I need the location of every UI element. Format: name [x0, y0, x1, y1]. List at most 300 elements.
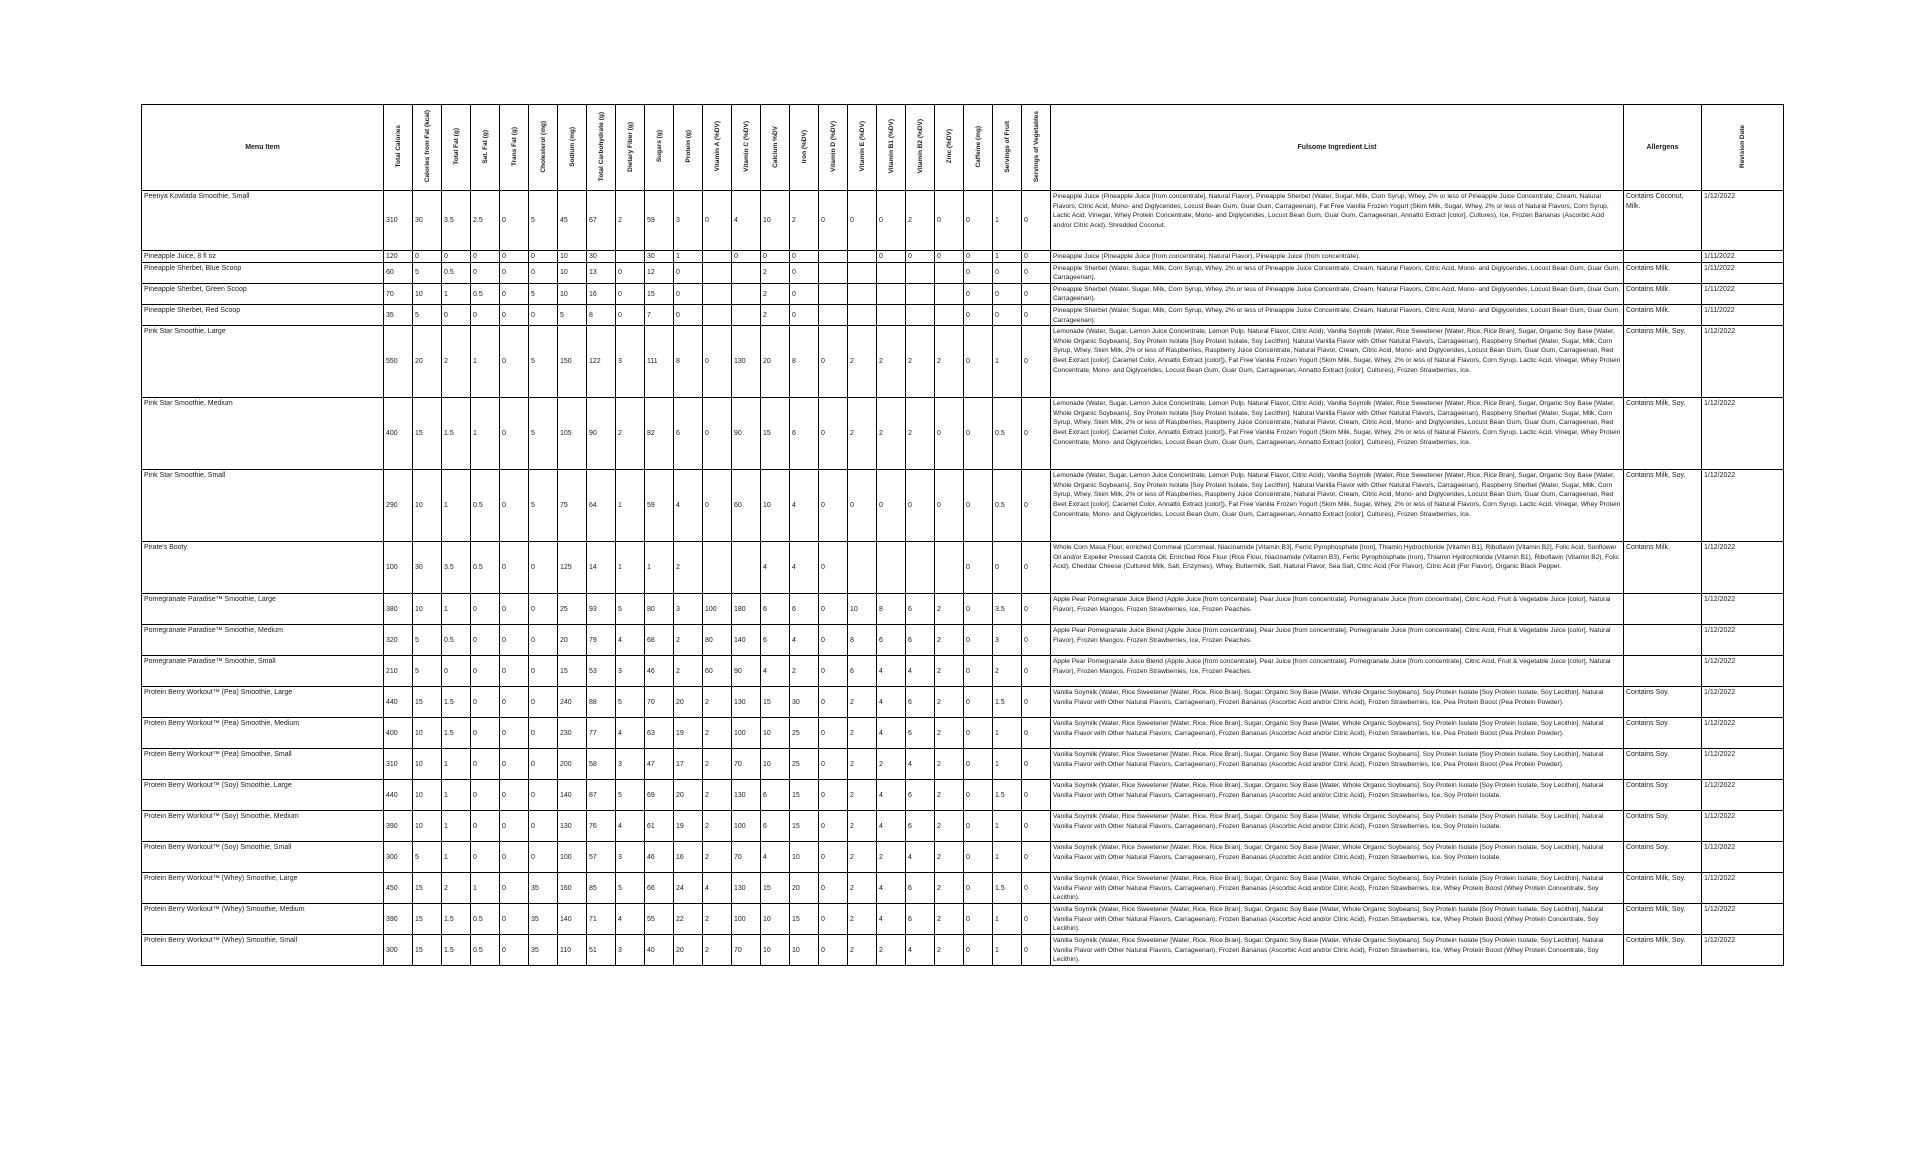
column-header-label: Calcium %DV	[771, 125, 779, 168]
nutrient-value-cell: 110	[558, 935, 587, 966]
allergens-cell: Contains Milk, Soy.	[1624, 398, 1702, 470]
column-header	[848, 105, 877, 191]
nutrient-value-cell: 6	[761, 811, 790, 842]
nutrient-value-cell: 0.5	[993, 470, 1022, 542]
nutrient-value-cell: 0	[529, 687, 558, 718]
ingredient-list-cell: Pineapple Juice (Pineapple Juice [from concentrate], Natural Flavor), Pineapple Juice (from concentrate).	[1051, 251, 1624, 263]
nutrient-value-cell: 1.5	[442, 687, 471, 718]
nutrient-value-cell: 35	[529, 904, 558, 935]
nutrient-value-cell: 10	[558, 251, 587, 263]
ingredient-list-cell: Apple Pear Pomegranate Juice Blend (Apple Juice [from concentrate], Pear Juice [from concentrate], Pomegranate Juice [from concentrate], Citric Acid, Fruit & Vegetable Juice [color], Natural Flavor), Frozen Mangos, Frozen Strawberries, Ice, Frozen Peaches.	[1051, 625, 1624, 656]
nutrient-value-cell: 0	[500, 842, 529, 873]
column-header	[993, 105, 1022, 191]
allergens-cell: Contains Milk.	[1624, 542, 1702, 594]
menu-item-cell: Protein Berry Workout™ (Whey) Smoothie, Medium	[142, 904, 384, 935]
nutrient-value-cell: 0.5	[471, 283, 500, 304]
nutrient-value-cell: 0	[1022, 470, 1051, 542]
nutrient-value-cell: 0	[442, 656, 471, 687]
nutrient-value-cell: 1.5	[993, 780, 1022, 811]
allergens-cell: Contains Soy.	[1624, 687, 1702, 718]
nutrient-value-cell: 4	[790, 625, 819, 656]
table-row	[142, 656, 1784, 687]
nutrient-value-cell: 0	[964, 326, 993, 398]
nutrient-value-cell: 2	[935, 780, 964, 811]
nutrient-value-cell	[848, 251, 877, 263]
nutrient-value-cell: 2	[848, 811, 877, 842]
nutrient-value-cell: 4	[877, 718, 906, 749]
nutrient-value-cell: 4	[790, 542, 819, 594]
nutrient-value-cell	[935, 283, 964, 304]
nutrient-value-cell: 0	[819, 470, 848, 542]
nutrient-value-cell: 1	[993, 935, 1022, 966]
nutrient-value-cell: 0	[413, 251, 442, 263]
column-header-label: Calories from Fat (kcal)	[423, 110, 431, 183]
nutrient-value-cell: 6	[761, 780, 790, 811]
nutrient-value-cell	[703, 283, 732, 304]
nutrient-value-cell: 15	[413, 398, 442, 470]
nutrient-value-cell: 16	[587, 283, 616, 304]
column-header-label: Vitamin C (%DV)	[742, 121, 750, 172]
nutrient-value-cell: 15	[790, 904, 819, 935]
allergens-cell	[1624, 251, 1702, 263]
nutrient-value-cell: 80	[645, 594, 674, 625]
nutrient-value-cell: 0	[819, 687, 848, 718]
ingredient-list-cell: Vanilla Soymilk (Water, Rice Sweetener [Water, Rice, Rice Bran], Sugar, Organic Soy Base [Water, Whole Organic Soybeans], Soy Protein Isolate [Soy Protein Isolate, Soy Lecithin], Natural Vanilla Flavor with Other Natural Flavors, Carrageenan), Frozen Bananas (Ascorbic Acid and/or Citric Acid), Frozen Strawberries, Ice, Pea Protein Boost (Pea Protein Powder).	[1051, 749, 1624, 780]
column-header	[964, 105, 993, 191]
nutrient-value-cell: 0	[1022, 687, 1051, 718]
nutrient-value-cell: 2	[935, 873, 964, 904]
nutrient-value-cell: 10	[413, 780, 442, 811]
nutrient-value-cell: 240	[558, 687, 587, 718]
nutrient-value-cell: 90	[732, 656, 761, 687]
nutrient-value-cell: 1	[993, 811, 1022, 842]
nutrient-value-cell	[935, 542, 964, 594]
nutrient-value-cell: 0	[500, 780, 529, 811]
nutrient-value-cell: 0	[500, 935, 529, 966]
nutrient-value-cell: 2	[935, 687, 964, 718]
column-header-label: Total Calories	[394, 125, 402, 168]
column-header	[1022, 105, 1051, 191]
nutrition-sheet	[141, 104, 1783, 966]
nutrient-value-cell: 67	[587, 191, 616, 251]
nutrient-value-cell: 1	[442, 842, 471, 873]
nutrient-value-cell: 0	[993, 542, 1022, 594]
nutrient-value-cell: 0	[964, 935, 993, 966]
nutrient-value-cell: 1	[442, 780, 471, 811]
nutrient-value-cell: 0	[529, 262, 558, 283]
nutrient-value-cell: 0	[819, 780, 848, 811]
nutrient-value-cell: 0	[790, 262, 819, 283]
ingredient-list-cell: Vanilla Soymilk (Water, Rice Sweetener [Water, Rice, Rice Bran], Sugar, Organic Soy Base [Water, Whole Organic Soybeans], Soy Protein Isolate [Soy Protein Isolate, Soy Lecithin], Natural Vanilla Flavor with Other Natural Flavors, Carrageenan), Frozen Bananas (Ascorbic Acid and/or Citric Acid), Frozen Strawberries, Ice, Soy Protein Isolate.	[1051, 842, 1624, 873]
nutrient-value-cell: 20	[674, 780, 703, 811]
table-row	[142, 304, 1784, 325]
table-row	[142, 780, 1784, 811]
nutrient-value-cell: 310	[384, 749, 413, 780]
nutrient-value-cell: 0	[1022, 842, 1051, 873]
nutrient-value-cell: 0	[1022, 935, 1051, 966]
nutrient-value-cell: 0	[500, 326, 529, 398]
ingredient-list-cell: Pineapple Juice (Pineapple Juice [from concentrate], Natural Flavor), Pineapple Sherbet (Water, Sugar, Milk, Corn Syrup, Whey, 2% or less of Pineapple Juice Concentrate, Cream, Natural Flavors, Citric Acid, Mono- and Diglycerides, Locust Bean Gum, Guar Gum, Carrageenan), Fat Free Vanilla Frozen Yogurt (Skim Milk, Sugar, Whey, 2% or less of Natural Flavors, Corn Syrup, Lactic Acid, Vinegar, Whey Protein Concentrate, Mono- and Diglycerides, Locust Bean Gum, Guar Gum, Carrageenan, Annatto Extract [color], Cultures), Ice, Frozen Bananas (Ascorbic Acid and/or Citric Acid), Shredded Coconut.	[1051, 191, 1624, 251]
nutrient-value-cell: 70	[732, 749, 761, 780]
revision-date-cell: 1/12/2022	[1702, 749, 1784, 780]
nutrient-value-cell: 105	[558, 398, 587, 470]
column-header-label: Trans Fat (g)	[510, 126, 518, 166]
nutrient-value-cell: 2	[790, 656, 819, 687]
nutrient-value-cell: 6	[906, 625, 935, 656]
nutrient-value-cell	[703, 251, 732, 263]
nutrient-value-cell: 3	[674, 191, 703, 251]
nutrient-value-cell: 0	[471, 718, 500, 749]
nutrient-value-cell: 0	[674, 283, 703, 304]
nutrient-value-cell: 0	[964, 656, 993, 687]
nutrient-value-cell: 0	[471, 594, 500, 625]
nutrient-value-cell: 6	[877, 625, 906, 656]
nutrient-value-cell: 6	[906, 873, 935, 904]
nutrient-value-cell: 122	[587, 326, 616, 398]
column-header-label: Menu Item	[245, 144, 280, 151]
nutrient-value-cell: 0	[819, 625, 848, 656]
allergens-cell: Contains Milk, Soy.	[1624, 904, 1702, 935]
nutrient-value-cell: 2	[674, 542, 703, 594]
nutrient-value-cell: 0	[819, 935, 848, 966]
nutrient-value-cell: 2	[848, 398, 877, 470]
ingredient-list-cell: Vanilla Soymilk (Water, Rice Sweetener [Water, Rice, Rice Bran], Sugar, Organic Soy Base [Water, Whole Organic Soybeans], Soy Protein Isolate [Soy Protein Isolate, Soy Lecithin], Natural Vanilla Flavor with Other Natural Flavors, Carrageenan), Frozen Bananas (Ascorbic Acid and/or Citric Acid), Frozen Strawberries, Ice, Whey Protein Boost (Whey Protein Concentrate, Soy Lecithin).	[1051, 904, 1624, 935]
table-row	[142, 625, 1784, 656]
column-header	[877, 105, 906, 191]
nutrient-value-cell: 0	[964, 780, 993, 811]
nutrient-value-cell: 30	[645, 251, 674, 263]
revision-date-cell: 1/12/2022	[1702, 687, 1784, 718]
nutrient-value-cell: 88	[587, 687, 616, 718]
nutrient-value-cell: 0	[500, 873, 529, 904]
nutrient-value-cell: 440	[384, 780, 413, 811]
nutrient-value-cell: 0	[877, 251, 906, 263]
nutrient-value-cell: 100	[732, 904, 761, 935]
nutrient-value-cell	[703, 304, 732, 325]
column-header-label: Vitamin B1 (%DV)	[887, 119, 895, 174]
nutrient-value-cell: 2	[935, 811, 964, 842]
nutrient-value-cell	[616, 251, 645, 263]
nutrient-value-cell: 10	[413, 718, 442, 749]
nutrient-value-cell: 0	[529, 304, 558, 325]
nutrient-value-cell: 0	[819, 398, 848, 470]
nutrient-value-cell: 0	[964, 873, 993, 904]
nutrient-value-cell: 70	[645, 687, 674, 718]
nutrient-value-cell: 63	[645, 718, 674, 749]
nutrient-value-cell: 4	[877, 873, 906, 904]
nutrient-value-cell: 0	[964, 904, 993, 935]
nutrient-value-cell: 0	[500, 749, 529, 780]
nutrient-value-cell: 1	[993, 904, 1022, 935]
nutrient-value-cell: 2	[703, 687, 732, 718]
ingredient-list-cell: Lemonade (Water, Sugar, Lemon Juice Concentrate, Lemon Pulp, Natural Flavor, Citric Acid), Vanilla Soymilk (Water, Rice Sweetener [Water, Rice, Rice Bran], Sugar, Organic Soy Base [Water, Whole Organic Soybeans], Soy Protein Isolate [Soy Protein Isolate, Soy Lecithin], Natural Vanilla Flavor with Other Natural Flavors, Carrageenan), Raspberry Sherbet (Water, Sugar, Milk, Corn Syrup, Whey, Skim Milk, 2% or less of Raspberries, Raspberry Juice Concentrate, Natural Flavor, Cream, Citric Acid, Mono- and Diglycerides, Locust Bean Gum, Guar Gum, Carrageenan, Red Beet Extract [color], Caramel Color, Annatto Extract [color]), Fat Free Vanilla Frozen Yogurt (Skim Milk, Sugar, Whey, 2% or less of Natural Flavors, Corn Syrup, Lactic Acid, Vinegar, Whey Protein Concentrate, Mono- and Diglycerides, Locust Bean Gum, Guar Gum, Carrageenan, Annatto Extract [color], Cultures), Frozen Strawberries, Ice.	[1051, 398, 1624, 470]
nutrient-value-cell: 0.5	[993, 398, 1022, 470]
menu-item-cell: Protein Berry Workout™ (Pea) Smoothie, Large	[142, 687, 384, 718]
nutrient-value-cell: 0	[819, 842, 848, 873]
nutrient-value-cell	[732, 262, 761, 283]
nutrient-value-cell: 2	[703, 842, 732, 873]
nutrient-value-cell: 1.5	[442, 398, 471, 470]
nutrient-value-cell: 20	[413, 326, 442, 398]
table-row	[142, 811, 1784, 842]
column-header	[906, 105, 935, 191]
nutrient-value-cell: 2	[935, 842, 964, 873]
nutrient-value-cell: 2	[616, 398, 645, 470]
ingredient-list-cell: Pineapple Sherbet (Water, Sugar, Milk, Corn Syrup, Whey, 2% or less of Pineapple Juice Concentrate, Cream, Natural Flavors, Citric Acid, Mono- and Diglycerides, Locust Bean Gum, Guar Gum, Carrageenan).	[1051, 283, 1624, 304]
nutrient-value-cell: 4	[790, 470, 819, 542]
nutrient-value-cell: 58	[587, 749, 616, 780]
nutrient-value-cell: 6	[906, 687, 935, 718]
nutrient-value-cell: 90	[587, 398, 616, 470]
nutrient-value-cell: 4	[906, 749, 935, 780]
ingredient-list-cell: Apple Pear Pomegranate Juice Blend (Apple Juice [from concentrate], Pear Juice [from concentrate], Pomegranate Juice [from concentrate], Citric Acid, Fruit & Vegetable Juice [color], Natural Flavor), Frozen Mangos, Frozen Strawberries, Ice, Frozen Peaches.	[1051, 594, 1624, 625]
nutrient-value-cell: 10	[790, 842, 819, 873]
nutrient-value-cell: 0	[848, 191, 877, 251]
nutrient-value-cell: 10	[413, 749, 442, 780]
nutrient-value-cell: 0	[993, 304, 1022, 325]
nutrient-value-cell: 1	[471, 326, 500, 398]
nutrient-value-cell: 550	[384, 326, 413, 398]
nutrient-value-cell: 1.5	[442, 718, 471, 749]
column-header-label: Iron (%DV)	[800, 129, 808, 164]
nutrient-value-cell: 0	[500, 191, 529, 251]
nutrient-value-cell: 2	[442, 873, 471, 904]
nutrient-value-cell: 0	[964, 811, 993, 842]
nutrient-value-cell: 14	[587, 542, 616, 594]
menu-item-cell: Protein Berry Workout™ (Whey) Smoothie, Large	[142, 873, 384, 904]
nutrient-value-cell: 0	[471, 687, 500, 718]
nutrient-value-cell: 0	[471, 811, 500, 842]
nutrient-value-cell	[819, 251, 848, 263]
nutrient-value-cell: 59	[645, 470, 674, 542]
nutrient-value-cell: 3	[616, 749, 645, 780]
nutrient-value-cell: 19	[674, 718, 703, 749]
nutrient-value-cell: 2	[674, 625, 703, 656]
column-header	[471, 105, 500, 191]
nutrient-value-cell: 2	[935, 594, 964, 625]
nutrient-value-cell	[906, 542, 935, 594]
nutrient-value-cell: 0	[500, 625, 529, 656]
nutrient-value-cell	[877, 542, 906, 594]
column-header-label: Total Fat (g)	[452, 128, 460, 165]
nutrient-value-cell: 2	[877, 398, 906, 470]
nutrient-value-cell: 1	[442, 470, 471, 542]
table-row	[142, 904, 1784, 935]
nutrient-value-cell: 0	[529, 625, 558, 656]
nutrient-value-cell: 2	[761, 262, 790, 283]
nutrient-value-cell: 2	[935, 326, 964, 398]
nutrient-value-cell: 0	[819, 904, 848, 935]
nutrient-value-cell: 15	[558, 656, 587, 687]
nutrient-value-cell: 15	[413, 873, 442, 904]
allergens-cell: Contains Soy.	[1624, 780, 1702, 811]
nutrient-value-cell: 2	[703, 749, 732, 780]
nutrient-value-cell: 2	[703, 780, 732, 811]
revision-date-cell: 1/12/2022	[1702, 935, 1784, 966]
nutrient-value-cell: 30	[587, 251, 616, 263]
nutrient-value-cell: 160	[558, 873, 587, 904]
nutrient-value-cell: 1.5	[993, 873, 1022, 904]
nutrient-value-cell: 0	[819, 594, 848, 625]
nutrient-value-cell: 4	[732, 191, 761, 251]
nutrient-value-cell: 0	[500, 904, 529, 935]
nutrient-value-cell: 0	[1022, 326, 1051, 398]
menu-item-cell: Protein Berry Workout™ (Soy) Smoothie, Small	[142, 842, 384, 873]
nutrient-value-cell: 19	[674, 811, 703, 842]
nutrient-value-cell: 6	[906, 594, 935, 625]
nutrient-value-cell: 0	[964, 749, 993, 780]
nutrient-value-cell: 70	[732, 842, 761, 873]
column-header-label: Vitamin A (%DV)	[713, 121, 721, 172]
nutrient-value-cell: 53	[587, 656, 616, 687]
column-header	[413, 105, 442, 191]
table-body	[142, 191, 1784, 966]
nutrient-value-cell: 1	[993, 326, 1022, 398]
nutrient-value-cell: 0	[935, 191, 964, 251]
nutrient-value-cell: 0	[964, 262, 993, 283]
allergens-cell: Contains Milk, Soy.	[1624, 470, 1702, 542]
nutrient-value-cell: 6	[761, 594, 790, 625]
nutrient-value-cell: 0	[790, 304, 819, 325]
nutrient-value-cell: 0	[819, 191, 848, 251]
nutrient-value-cell: 150	[558, 326, 587, 398]
column-header-label: Zinc (%DV)	[945, 129, 953, 164]
nutrient-value-cell: 0	[616, 304, 645, 325]
nutrient-value-cell: 5	[413, 842, 442, 873]
nutrient-value-cell: 0.5	[471, 935, 500, 966]
nutrient-value-cell	[906, 304, 935, 325]
nutrient-value-cell: 82	[645, 398, 674, 470]
revision-date-cell: 1/12/2022	[1702, 904, 1784, 935]
nutrient-value-cell: 45	[558, 191, 587, 251]
nutrient-value-cell: 0	[964, 398, 993, 470]
nutrient-value-cell: 66	[645, 873, 674, 904]
menu-item-cell: Peenya Kowlada Smoothie, Small	[142, 191, 384, 251]
nutrient-value-cell: 4	[761, 542, 790, 594]
nutrient-value-cell: 0	[471, 304, 500, 325]
ingredient-list-cell: Vanilla Soymilk (Water, Rice Sweetener [Water, Rice, Rice Bran], Sugar, Organic Soy Base [Water, Whole Organic Soybeans], Soy Protein Isolate [Soy Protein Isolate, Soy Lecithin], Natural Vanilla Flavor with Other Natural Flavors, Carrageenan), Frozen Bananas (Ascorbic Acid and/or Citric Acid), Frozen Strawberries, Ice, Pea Protein Boost (Pea Protein Powder).	[1051, 718, 1624, 749]
nutrient-value-cell: 0	[848, 470, 877, 542]
menu-item-cell: Pirate's Booty	[142, 542, 384, 594]
revision-date-cell: 1/12/2022	[1702, 718, 1784, 749]
nutrient-value-cell: 4	[877, 780, 906, 811]
nutrient-value-cell: 2	[848, 749, 877, 780]
ingredient-list-cell: Vanilla Soymilk (Water, Rice Sweetener [Water, Rice, Rice Bran], Sugar, Organic Soy Base [Water, Whole Organic Soybeans], Soy Protein Isolate [Soy Protein Isolate, Soy Lecithin], Natural Vanilla Flavor with Other Natural Flavors, Carrageenan), Frozen Bananas (Ascorbic Acid and/or Citric Acid), Frozen Strawberries, Ice, Soy Protein Isolate.	[1051, 811, 1624, 842]
allergens-cell: Contains Soy.	[1624, 718, 1702, 749]
nutrient-value-cell: 1	[993, 191, 1022, 251]
ingredient-list-cell: Pineapple Sherbet (Water, Sugar, Milk, Corn Syrup, Whey, 2% or less of Pineapple Juice Concentrate, Cream, Natural Flavors, Citric Acid, Mono- and Diglycerides, Locust Bean Gum, Guar Gum, Carrageenan).	[1051, 262, 1624, 283]
nutrient-value-cell: 6	[906, 780, 935, 811]
nutrient-value-cell: 6	[906, 718, 935, 749]
allergens-cell	[1624, 594, 1702, 625]
nutrient-value-cell: 1	[442, 594, 471, 625]
allergens-cell: Contains Milk, Soy.	[1624, 935, 1702, 966]
nutrient-value-cell: 0	[964, 191, 993, 251]
column-header-label: Sodium (mg)	[568, 126, 576, 167]
nutrient-value-cell: 10	[413, 283, 442, 304]
nutrient-value-cell: 0	[964, 251, 993, 263]
nutrient-value-cell: 0	[1022, 262, 1051, 283]
nutrient-value-cell: 8	[877, 594, 906, 625]
nutrient-value-cell: 4	[616, 625, 645, 656]
nutrient-value-cell: 15	[645, 283, 674, 304]
ingredient-list-cell: Apple Pear Pomegranate Juice Blend (Apple Juice [from concentrate], Pear Juice [from concentrate], Pomegranate Juice [from concentrate], Citric Acid, Fruit & Vegetable Juice [color], Natural Flavor), Frozen Mangos, Frozen Strawberries, Ice, Frozen Peaches.	[1051, 656, 1624, 687]
nutrient-value-cell: 15	[413, 687, 442, 718]
nutrient-value-cell: 0	[819, 749, 848, 780]
nutrient-value-cell	[732, 283, 761, 304]
nutrient-value-cell: 61	[645, 811, 674, 842]
nutrient-value-cell: 60	[732, 470, 761, 542]
nutrient-value-cell: 0	[674, 262, 703, 283]
menu-item-cell: Protein Berry Workout™ (Whey) Smoothie, Small	[142, 935, 384, 966]
nutrient-value-cell: 100	[703, 594, 732, 625]
nutrient-value-cell: 0	[964, 842, 993, 873]
nutrient-value-cell: 76	[587, 811, 616, 842]
column-header-label: Total Carbohydrate (g)	[597, 111, 605, 182]
nutrient-value-cell: 5	[529, 398, 558, 470]
nutrient-value-cell: 0	[471, 251, 500, 263]
nutrient-value-cell: 2	[848, 873, 877, 904]
nutrient-value-cell: 0	[1022, 749, 1051, 780]
revision-date-cell: 1/12/2022	[1702, 780, 1784, 811]
nutrient-value-cell: 3	[616, 935, 645, 966]
nutrient-value-cell: 5	[413, 656, 442, 687]
ingredient-list-cell: Vanilla Soymilk (Water, Rice Sweetener [Water, Rice, Rice Bran], Sugar, Organic Soy Base [Water, Whole Organic Soybeans], Soy Protein Isolate [Soy Protein Isolate, Soy Lecithin], Natural Vanilla Flavor with Other Natural Flavors, Carrageenan), Frozen Bananas (Ascorbic Acid and/or Citric Acid), Frozen Strawberries, Ice, Whey Protein Boost (Whey Protein Concentrate, Soy Lecithin).	[1051, 935, 1624, 966]
nutrient-value-cell: 4	[674, 470, 703, 542]
column-header-label: Fulsome Ingredient List	[1297, 144, 1377, 151]
nutrient-value-cell	[935, 262, 964, 283]
table-row	[142, 251, 1784, 263]
nutrient-value-cell: 0	[500, 718, 529, 749]
nutrient-value-cell: 10	[558, 283, 587, 304]
allergens-cell: Contains Soy.	[1624, 811, 1702, 842]
nutrient-value-cell: 40	[645, 935, 674, 966]
nutrient-value-cell: 0	[500, 594, 529, 625]
nutrient-value-cell: 1	[645, 542, 674, 594]
allergens-cell: Contains Milk.	[1624, 262, 1702, 283]
nutrient-value-cell: 4	[761, 842, 790, 873]
nutrient-value-cell: 7	[645, 304, 674, 325]
nutrient-value-cell: 120	[384, 251, 413, 263]
column-header	[761, 105, 790, 191]
nutrient-value-cell: 0	[964, 542, 993, 594]
nutrient-value-cell: 77	[587, 718, 616, 749]
nutrient-value-cell: 16	[674, 842, 703, 873]
nutrient-value-cell: 0	[819, 656, 848, 687]
nutrient-value-cell: 1	[993, 749, 1022, 780]
nutrient-value-cell: 69	[645, 780, 674, 811]
revision-date-cell: 1/12/2022	[1702, 326, 1784, 398]
nutrient-value-cell: 200	[558, 749, 587, 780]
nutrient-value-cell: 400	[384, 398, 413, 470]
nutrient-value-cell: 0	[732, 251, 761, 263]
nutrient-value-cell: 0	[819, 542, 848, 594]
nutrient-value-cell	[848, 304, 877, 325]
nutrient-value-cell: 0	[529, 251, 558, 263]
nutrient-value-cell: 300	[384, 935, 413, 966]
nutrient-value-cell: 0	[1022, 304, 1051, 325]
column-header	[1624, 105, 1702, 191]
nutrient-value-cell: 0	[703, 191, 732, 251]
nutrient-value-cell	[819, 262, 848, 283]
nutrient-value-cell: 0	[935, 470, 964, 542]
nutrient-value-cell: 75	[558, 470, 587, 542]
nutrient-value-cell: 10	[761, 749, 790, 780]
nutrient-value-cell: 35	[529, 935, 558, 966]
nutrient-value-cell: 2	[848, 687, 877, 718]
nutrient-value-cell: 5	[616, 594, 645, 625]
menu-item-cell: Protein Berry Workout™ (Pea) Smoothie, Medium	[142, 718, 384, 749]
